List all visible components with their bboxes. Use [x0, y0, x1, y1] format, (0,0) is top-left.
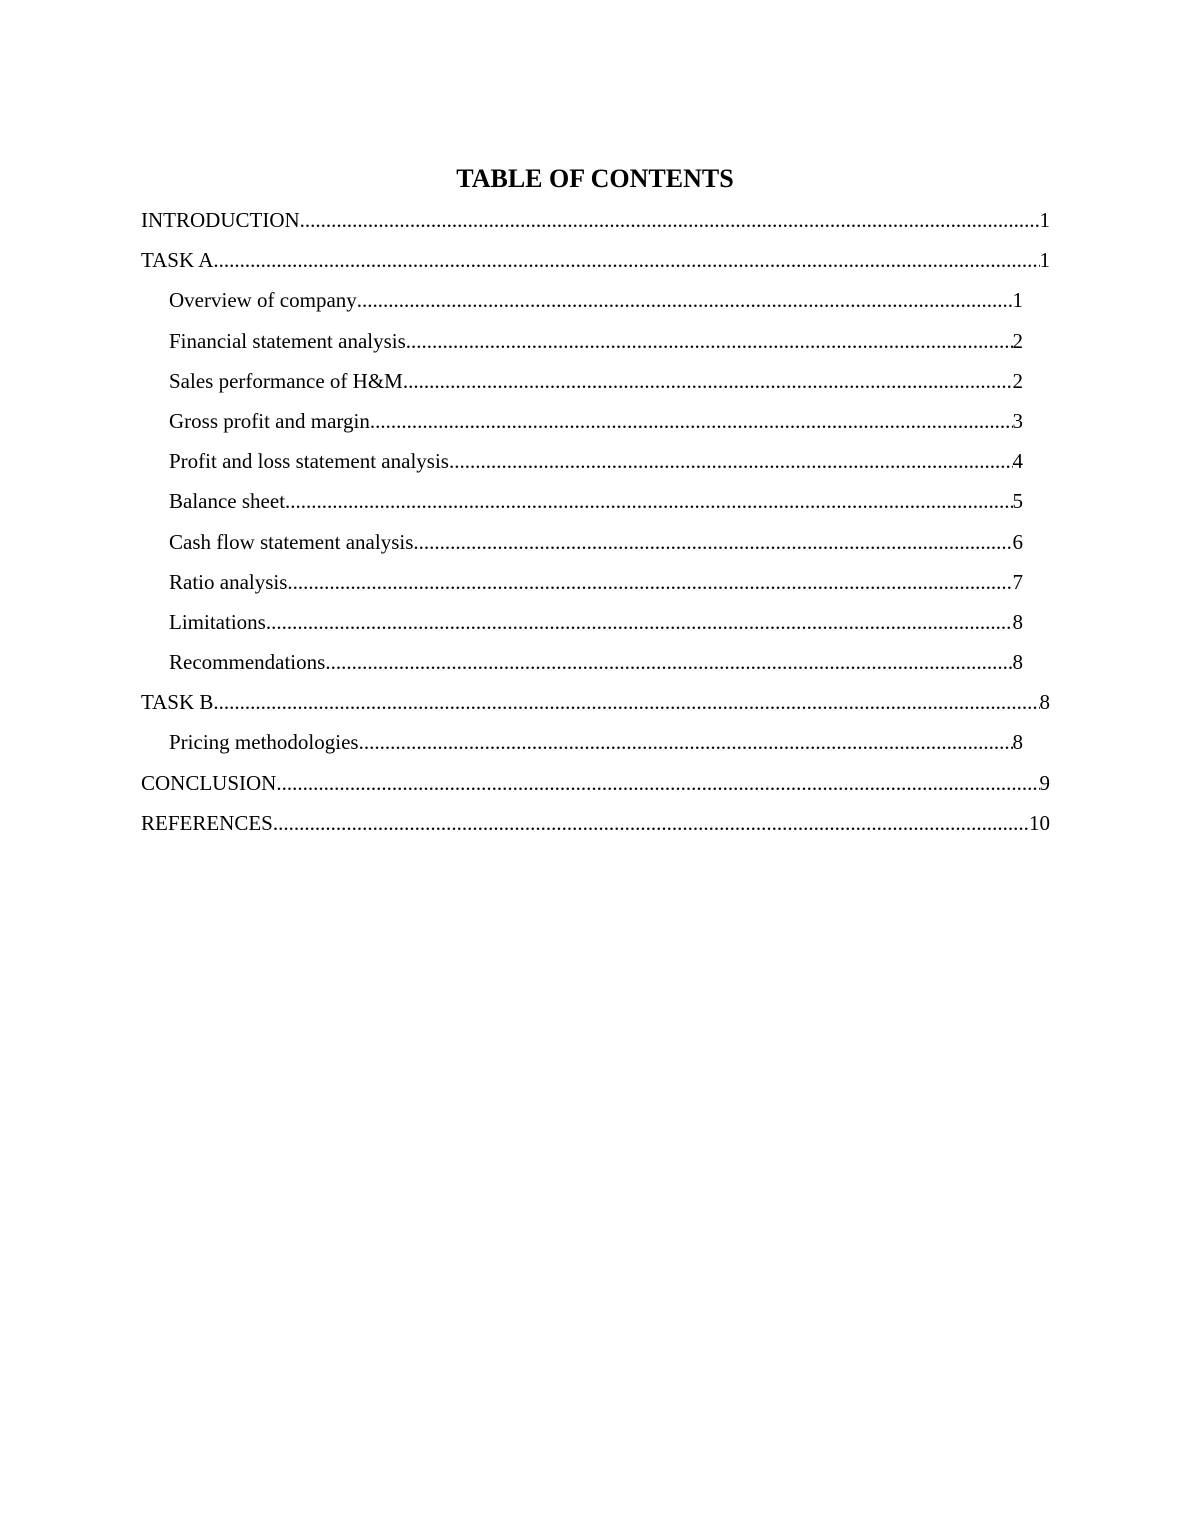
toc-entry-page-number: 5	[1012, 489, 1023, 514]
toc-dot-leader	[266, 606, 1013, 638]
toc-entry-financial-statement-analysis[interactable]	[169, 325, 1023, 365]
toc-entry-page-number: 7	[1012, 569, 1023, 594]
toc-entry-gross-profit-and-margin[interactable]	[169, 405, 1023, 445]
toc-entry-label: CONCLUSION	[141, 767, 276, 799]
toc-entry-label: Ratio analysis	[169, 566, 287, 598]
toc-entry-label: Cash flow statement analysis	[169, 526, 413, 558]
toc-entry-task-a[interactable]	[141, 244, 1050, 284]
toc-dot-leader	[406, 325, 1013, 357]
toc-dot-leader	[300, 204, 1040, 236]
toc-entry-label: TASK B	[141, 686, 213, 718]
toc-entry-page-number: 10	[1029, 810, 1050, 835]
toc-dot-leader	[370, 405, 1013, 437]
toc-entry-page-number: 6	[1012, 529, 1023, 554]
toc-entry-page-number: 1	[1012, 288, 1023, 313]
toc-entry-references[interactable]	[141, 807, 1050, 847]
toc-entry-page-number: 2	[1012, 368, 1023, 393]
toc-entry-recommendations[interactable]	[169, 646, 1023, 686]
toc-entry-label: Sales performance of H&M	[169, 365, 403, 397]
toc-entry-label: Financial statement analysis	[169, 325, 406, 357]
toc-dot-leader	[213, 686, 1039, 718]
toc-title: TABLE OF CONTENTS	[456, 164, 734, 193]
toc-entry-pricing-methodologies[interactable]	[169, 726, 1023, 766]
toc-dot-leader	[359, 726, 1013, 758]
toc-dot-leader	[449, 445, 1013, 477]
toc-entry-page-number: 2	[1012, 328, 1023, 353]
toc-entry-label: Pricing methodologies	[169, 726, 359, 758]
toc-dot-leader	[325, 646, 1012, 678]
toc-dot-leader	[287, 566, 1012, 598]
toc-dot-leader	[413, 526, 1012, 558]
toc-entry-page-number: 4	[1012, 449, 1023, 474]
toc-dot-leader	[213, 244, 1039, 276]
toc-entry-page-number: 3	[1012, 408, 1023, 433]
toc-entry-page-number: 1	[1039, 208, 1050, 232]
toc-dot-leader	[276, 767, 1039, 799]
toc-entry-profit-and-loss[interactable]	[169, 445, 1023, 485]
toc-dot-leader	[285, 485, 1012, 517]
toc-entry-conclusion[interactable]	[141, 767, 1050, 807]
toc-dot-leader	[403, 365, 1013, 397]
toc-entry-label: Gross profit and margin	[169, 405, 370, 437]
toc-entry-limitations[interactable]	[169, 606, 1023, 646]
toc-entry-page-number: 8	[1012, 609, 1023, 634]
toc-entry-label: TASK A	[141, 244, 213, 276]
toc-entry-label: INTRODUCTION	[141, 204, 300, 236]
toc-entry-label: Balance sheet	[169, 485, 285, 517]
toc-entry-page-number: 9	[1039, 770, 1050, 795]
toc-entry-overview-of-company[interactable]	[169, 284, 1023, 324]
toc-entry-balance-sheet[interactable]	[169, 485, 1023, 525]
toc-entry-task-b[interactable]	[141, 686, 1050, 726]
toc-dot-leader	[357, 284, 1013, 316]
toc-list	[0, 204, 1190, 847]
toc-entry-page-number: 8	[1039, 690, 1050, 715]
toc-entry-ratio-analysis[interactable]	[169, 566, 1023, 606]
toc-entry-page-number: 1	[1039, 248, 1050, 273]
toc-entry-page-number: 8	[1012, 650, 1023, 675]
toc-entry-label: Limitations	[169, 606, 266, 638]
toc-entry-introduction[interactable]	[141, 204, 1050, 244]
toc-entry-label: Profit and loss statement analysis	[169, 445, 449, 477]
toc-dot-leader	[273, 807, 1029, 839]
toc-entry-label: Recommendations	[169, 646, 325, 678]
toc-entry-label: Overview of company	[169, 284, 357, 316]
toc-entry-sales-performance[interactable]	[169, 365, 1023, 405]
toc-entry-page-number: 8	[1012, 730, 1023, 755]
toc-entry-label: REFERENCES	[141, 807, 273, 839]
toc-entry-cash-flow[interactable]	[169, 526, 1023, 566]
